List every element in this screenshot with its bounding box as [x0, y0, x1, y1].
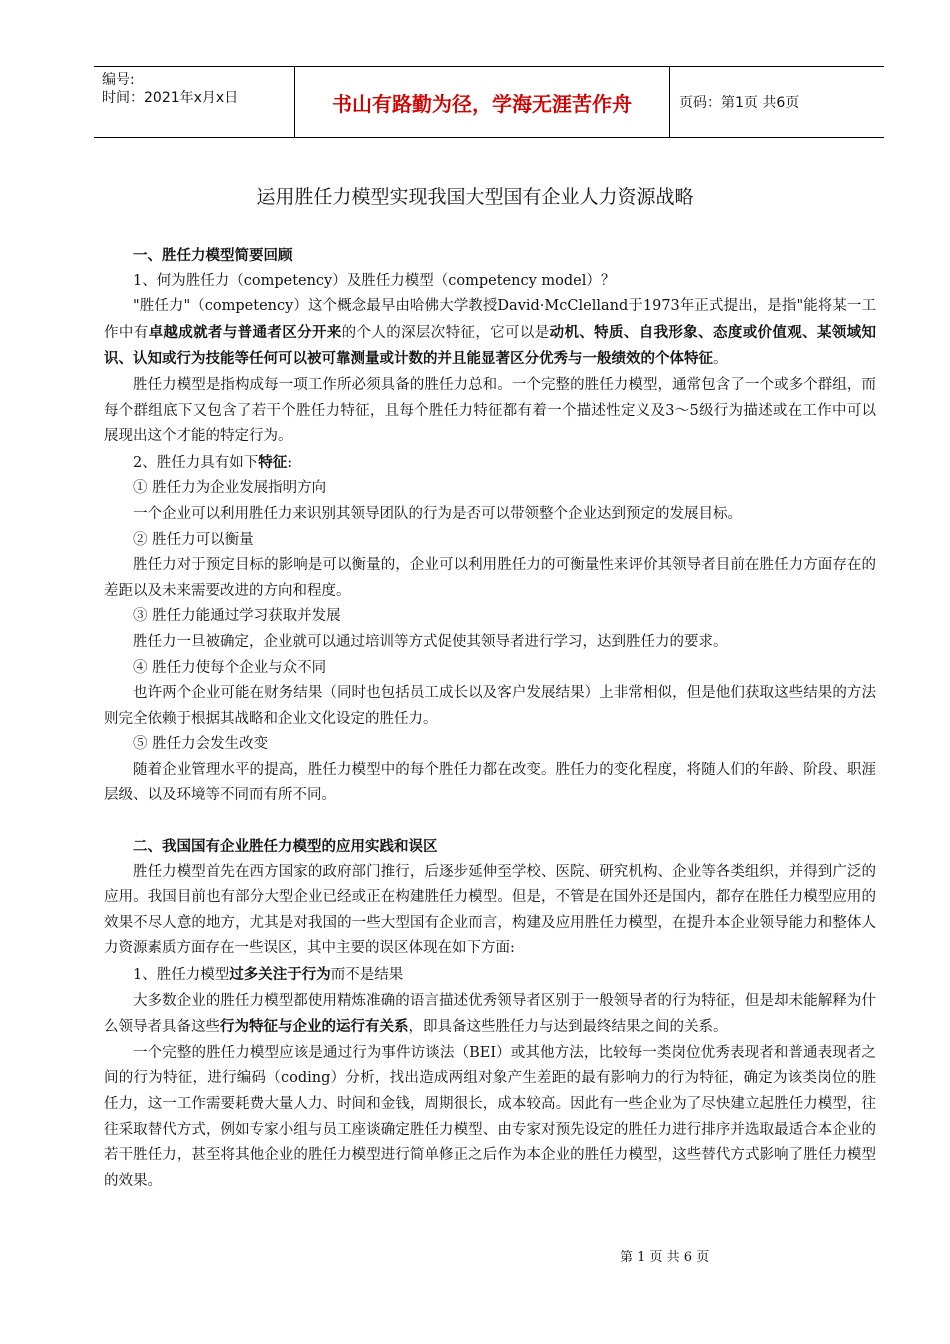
paragraph: 胜任力模型首先在西方国家的政府部门推行，后逐步延伸至学校、医院、研究机构、企业等各类组织，并得到广泛的应用。我国目前也有部分大型企业已经或正在构建胜任力模型。但是，不管是在国外还是国内，都存在胜任力模型应用的效果不尽人意的地方，尤其是对我国的一些大型国有企业而言，构建及应用胜任力模型，在提升本企业领导能力和整体人力资源素质方面存在一些误区，其中主要的误区体现在如下方面:	[104, 863, 876, 957]
paragraph	[104, 294, 876, 373]
item-heading	[104, 962, 876, 989]
header-motto: 书山有路勤为径，学海无涯苦作舟	[294, 67, 670, 137]
feature-heading: ④ 胜任力使每个企业与众不同	[133, 659, 327, 676]
bold-text: 动机、特质、自我形象、态度或价值观、某领域知识、认知或行为技能等任何可以被可靠测量或计数的并且能显著区分优秀与一般绩效的个体特征	[104, 323, 877, 368]
bold-text: 卓越成就者与普通者区分开来	[148, 323, 342, 341]
section-gap	[104, 809, 876, 834]
feature-heading: ③ 胜任力能通过学习获取并发展	[133, 608, 341, 625]
bold-text: 特征	[258, 453, 288, 471]
text-run: "胜任力"（competency）这个概念最早由哈佛大学教授David·McClelland于1973年正式提出，是指"能将某一工作中有	[104, 298, 876, 341]
paragraph: 胜任力模型是指构成每一项工作所必须具备的胜任力总和。一个完整的胜任力模型，通常包含了一个或多个群组，而每个群组底下又包含了若干个胜任力特征，且每个胜任力特征都有着一个描述性定义及3～5级行为描述或在工作中可以展现出这个才能的特定行为。	[104, 376, 876, 445]
section-heading: 二、我国国有企业胜任力模型的应用实践和误区	[133, 838, 438, 856]
document-title: 运用胜任力模型实现我国大型国有企业人力资源战略	[256, 186, 694, 208]
document-number-label: 编号:	[102, 72, 135, 88]
text-run: 1、胜任力模型	[133, 967, 230, 984]
question-heading: 1、何为胜任力（competency）及胜任力模型（competency model）？	[133, 272, 616, 289]
feature-heading: ① 胜任力为企业发展指明方向	[133, 480, 327, 497]
header-page-info: 页码：第1页 共6页	[679, 95, 800, 111]
feature-heading: ② 胜任力可以衡量	[133, 531, 254, 548]
text-run: 的个人的深层次特征，它可以是	[341, 324, 550, 341]
text-run: 大多数企业的胜任力模型都使用精炼准确的语言描述优秀领导者区别于一般领导者的行为特征，但是却未能解释为什么领导者具备这些	[104, 992, 876, 1036]
paragraph	[104, 989, 876, 1041]
text-run: :	[287, 454, 293, 471]
paragraph: 一个企业可以利用胜任力来识别其领导团队的行为是否可以带领整个企业达到预定的发展目标。	[133, 505, 742, 522]
bold-text: 行为特征与企业的运行有关系	[220, 1018, 409, 1036]
text-run: 。	[713, 351, 728, 368]
paragraph: 胜任力一旦被确定，企业就可以通过培训等方式促使其领导者进行学习，达到胜任力的要求。	[133, 633, 728, 650]
paragraph: 胜任力对于预定目标的影响是可以衡量的，企业可以利用胜任力的可衡量性来评价其领导者目前在胜任力方面存在的差距以及未来需要改进的方向和程度。	[104, 557, 876, 599]
text-run: 2、胜任力具有如下	[133, 454, 259, 471]
document-body	[104, 243, 876, 1194]
bold-text: 过多关注于行为	[229, 966, 331, 984]
feature-heading: ⑤ 胜任力会发生改变	[133, 736, 269, 753]
page-footer: 第 1 页 共 6 页	[620, 1250, 710, 1265]
paragraph: 随着企业管理水平的提高，胜任力模型中的每个胜任力都在改变。胜任力的变化程度，将随人们的年龄、阶段、职涯层级、以及环境等不同而有所不同。	[104, 761, 876, 804]
document-time-label: 时间：2021年x月x日	[102, 90, 239, 106]
paragraph: 也许两个企业可能在财务结果（同时也包括员工成长以及客户发展结果）上非常相似，但是他们获取这些结果的方法则完全依赖于根据其战略和企业文化设定的胜任力。	[104, 685, 876, 727]
section-heading: 一、胜任力模型简要回顾	[133, 247, 293, 264]
text-run: ，即具备这些胜任力与达到最终结果之间的关系。	[408, 1019, 728, 1036]
question-heading	[104, 450, 876, 477]
header-meta	[94, 67, 294, 137]
paragraph: 一个完整的胜任力模型应该是通过行为事件访谈法（BEI）或其他方法，比较每一类岗位优秀表现者和普通表现者之间的行为特征，进行编码（coding）分析，找出造成两组对象产生差距的最有影响力的行为特征，确定为该类岗位的胜任力，这一工作需要耗费大量人力、时间和金钱，周期很长，成本较高。因此有一些企业为了尽快建立起胜任力模型，往往采取替代方式，例如专家小组与员工座谈确定胜任力模型、由专家对预先设定的胜任力进行排序并选取最适合本企业的若干胜任力，甚至将其他企业的胜任力模型进行简单修正之后作为本企业的胜任力模型，这些替代方式影响了胜任力模型的效果。	[104, 1044, 876, 1189]
text-run: 而不是结果	[330, 967, 404, 984]
page-header	[94, 66, 884, 138]
